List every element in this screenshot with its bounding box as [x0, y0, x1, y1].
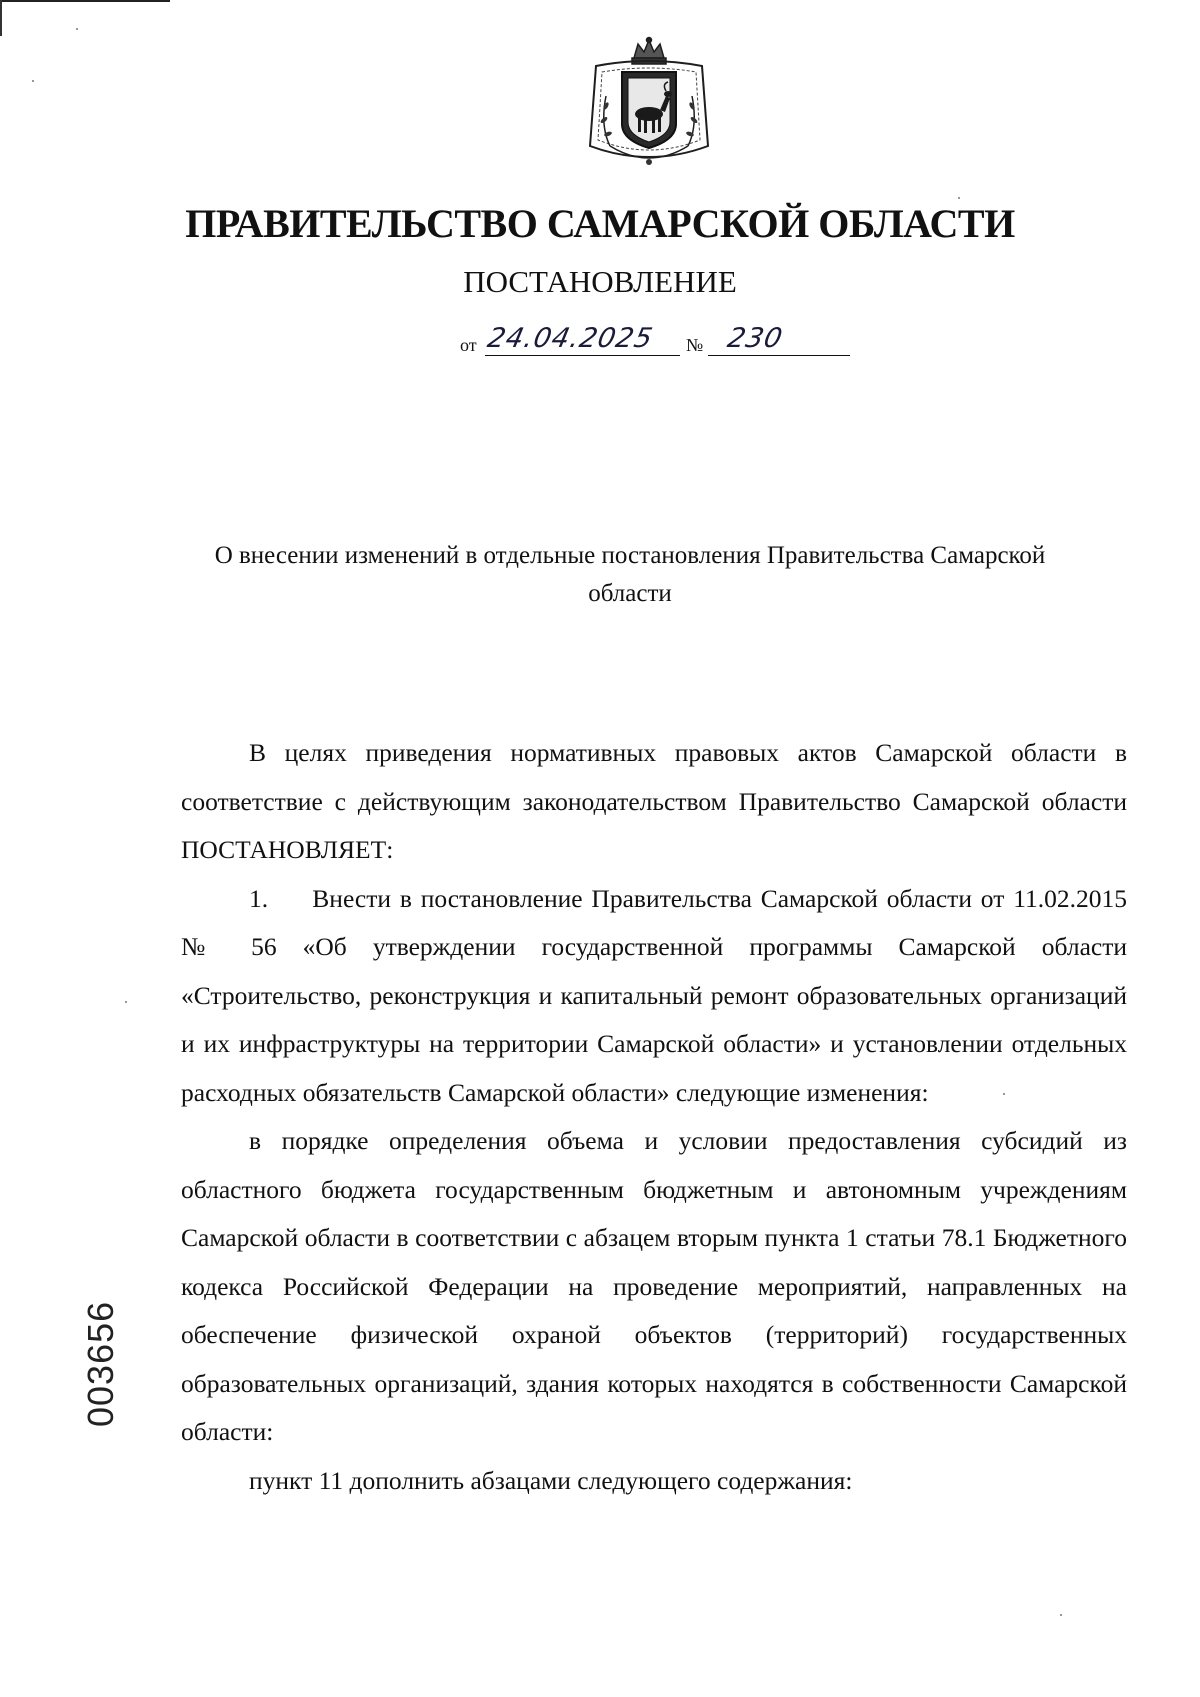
samara-coat-of-arms-icon	[580, 36, 718, 172]
scan-speck	[1060, 1614, 1062, 1616]
body-paragraph: 1. Внести в постановление Правительства Самарской области от 11.02.2015 № 56 «Об утверждении государственной программы Самарской области «Строительство, реконструкция и капитальный ремонт образовательных организаций и их инфраструктуры на территории Самарской области» и установлении отдельных расходных обязательств Самарской области» следующие изменения:	[181, 883, 1127, 1107]
organization-title: ПРАВИТЕЛЬСТВО САМАРСКОЙ ОБЛАСТИ	[185, 201, 1015, 246]
scan-speck	[76, 28, 78, 30]
coat-of-arms-emblem	[580, 36, 718, 172]
document-body	[181, 729, 1127, 1505]
date-prefix: от	[460, 335, 477, 355]
date-underline	[485, 355, 680, 356]
document-type: ПОСТАНОВЛЕНИЕ	[463, 264, 737, 299]
handwritten-date: 24.04.2025	[484, 323, 656, 354]
number-prefix: №	[686, 335, 704, 355]
body-paragraph: пункт 11 дополнить абзацами следующего содержания:	[249, 1465, 853, 1495]
scan-speck	[125, 1001, 127, 1003]
scan-edge-left	[0, 0, 2, 36]
document-subject: О внесении изменений в отдельные постановления Правительства Самарской области	[214, 542, 1046, 607]
margin-registration-number: 003656	[80, 1300, 121, 1427]
number-underline	[708, 355, 850, 356]
scan-edge-top	[0, 0, 170, 2]
scan-speck	[32, 80, 34, 82]
handwritten-number: 230	[724, 323, 786, 354]
date-number-line	[460, 323, 850, 362]
scan-speck	[958, 197, 960, 199]
body-paragraph: в порядке определения объема и условии предоставления субсидий из областного бюджета государственным бюджетным и автономным учреждениям Самарской области в соответствии с абзацем вторым пункта 1 статьи 78.1 Бюджетного кодекса Российской Федерации на проведение мероприятий, направленных на обеспечение физической охраной объектов (территорий) государственных образовательных организаций, здания которых находятся в собственности Самарской области:	[181, 1126, 1127, 1446]
body-paragraph: В целях приведения нормативных правовых актов Самарской области в соответствие с действующим законодательством Правительство Самарской области ПОСТАНОВЛЯЕТ:	[181, 738, 1127, 864]
